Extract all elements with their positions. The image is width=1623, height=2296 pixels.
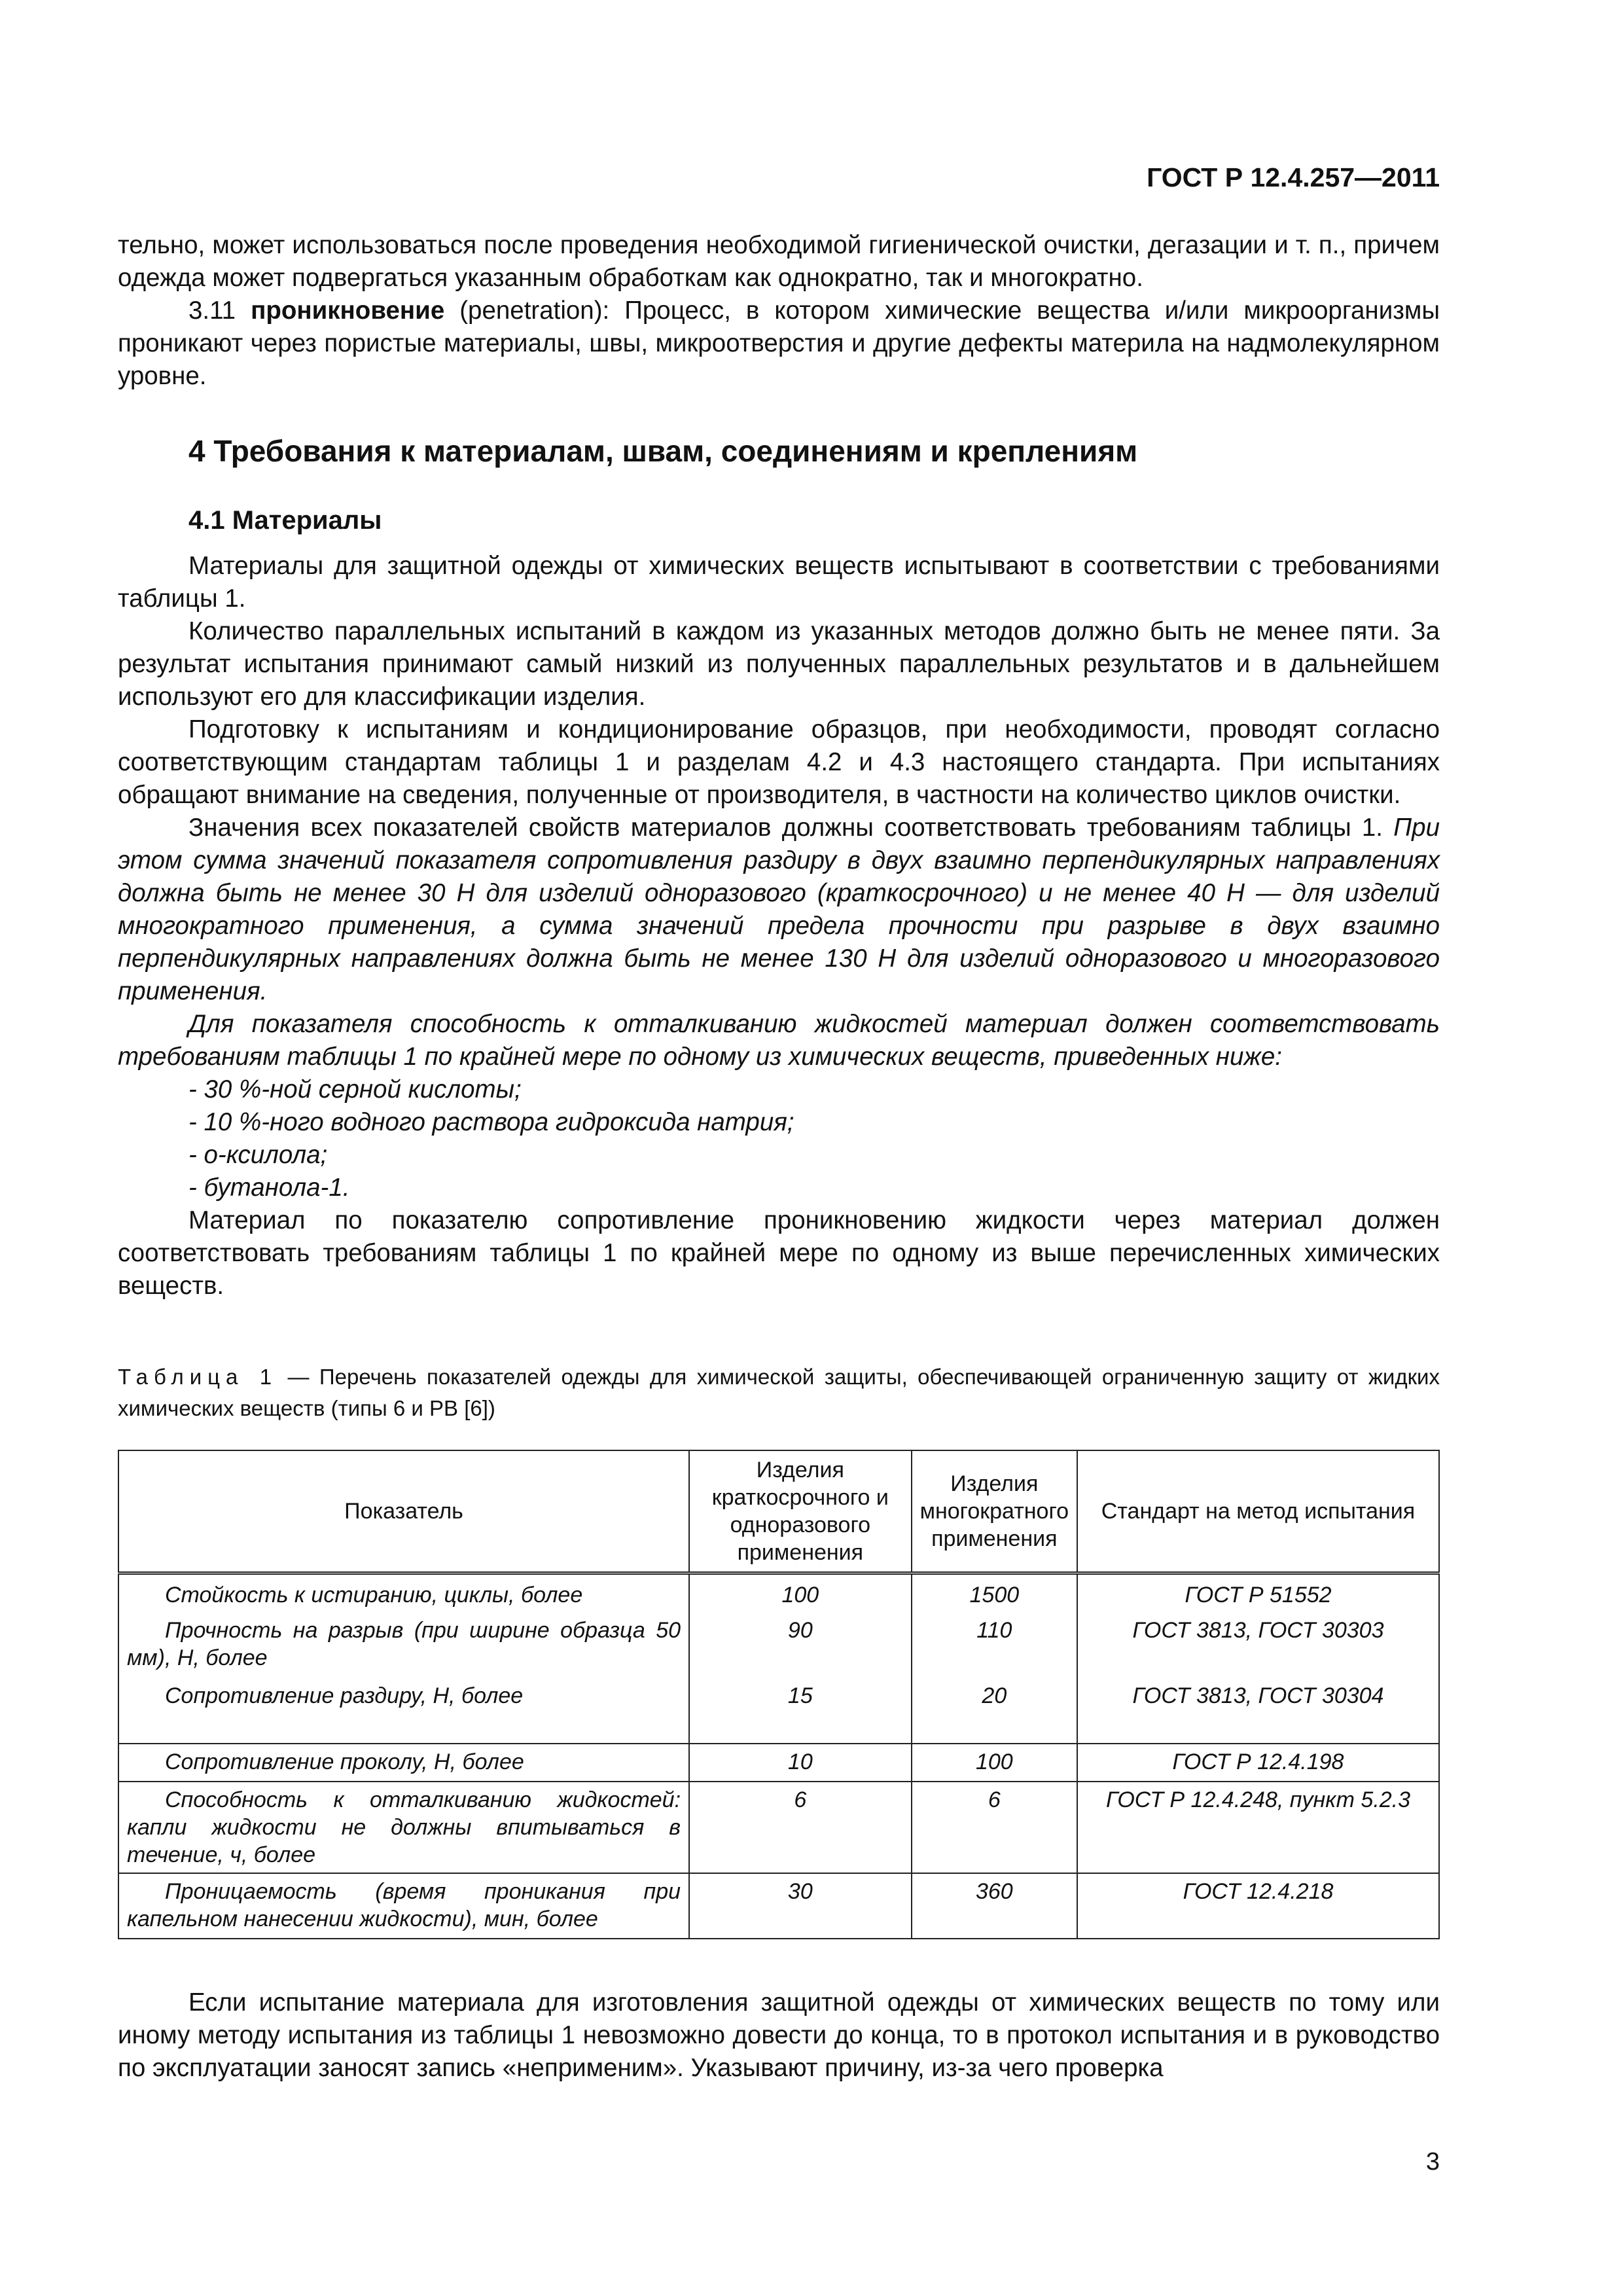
row-test-standard: ГОСТ 3813, ГОСТ 30304 [1077,1678,1439,1744]
table-caption-text: — Перечень показателей одежды для химической защиты, обеспечивающей ограниченную защиту от жидких химических веществ (типы 6 и PB [6]) [118,1365,1440,1420]
paragraph-parallel-tests: Количество параллельных испытаний в каждом из указанных методов должно быть не менее пяти. За результат испытания принимают самый низкий из полученных параллельных результатов и в дальнейшем используют его для классификации изделия. [118,617,1440,711]
list-item: - 10 %-ного водного раствора гидроксида натрия; [188,1108,794,1136]
table-header-cell: Изделия краткосрочного и одноразового применения [689,1450,912,1573]
list-item: - бутанола-1. [188,1174,350,1202]
paragraph-not-applicable: Если испытание материала для изготовления защитной одежды от химических веществ по тому или иному методу испытания из таблицы 1 невозможно довести до конца, то в протокол испытания и в руководство по эксплуатации заносят запись «неприменим». Указывают причину, из-за чего проверка [118,1988,1440,2082]
row-value-short-term: 90 [689,1613,912,1678]
section-4-heading: 4 Требования к материалам, швам, соединениям и креплениям [188,434,1138,468]
page-number: 3 [1425,2148,1440,2176]
table-header-cell: Изделия многократного применения [912,1450,1077,1573]
table-caption [118,1361,1440,1424]
row-value-multi-use: 360 [912,1873,1077,1939]
subsection-4-1-heading: 4.1 Материалы [188,506,382,535]
intro-block [118,229,1440,393]
paragraph-values-italic: При этом сумма значений показателя сопротивления раздиру в двух взаимно перпендикулярных направлениях должна быть не менее 30 Н для изделий одноразового (краткосрочного) и не менее 40 Н — для изделий многократного применения, а сумма значений предела прочности при разрыве в двух взаимно перпендикулярных направлениях должна быть не менее 130 Н для изделий одноразового и многоразового применения. [118,814,1440,1005]
row-value-short-term: 10 [689,1744,912,1782]
materials-text-block [118,550,1440,1302]
list-item: - 30 %-ной серной кислоты; [188,1075,522,1103]
row-test-standard: ГОСТ Р 12.4.198 [1077,1744,1439,1782]
paragraph-preparation: Подготовку к испытаниям и кондиционирование образцов, при необходимости, проводят согласно соответствующим стандартам таблицы 1 и разделам 4.2 и 4.3 настоящего стандарта. При испытаниях обращают внимание на сведения, полученные от производителя, в частности на количество циклов очистки. [118,715,1440,809]
row-indicator: Сопротивление проколу, Н, более [118,1744,689,1782]
paragraph-penetration-resistance: Материал по показателю сопротивление проникновению жидкости через материал должен соответствовать требованиям таблицы 1 по крайней мере по одному из выше перечисленных химических веществ. [118,1206,1440,1300]
row-value-multi-use: 20 [912,1678,1077,1744]
table-row [118,1573,1439,1613]
paragraph-values [118,812,1440,1008]
row-value-short-term: 6 [689,1782,912,1873]
row-test-standard: ГОСТ Р 12.4.248, пункт 5.2.3 [1077,1782,1439,1873]
table-row [118,1873,1439,1939]
row-test-standard: ГОСТ Р 51552 [1077,1573,1439,1613]
list-item: - о-ксилола; [188,1141,328,1169]
table-row [118,1782,1439,1873]
after-table-block [118,1986,1440,2085]
row-test-standard: ГОСТ 3813, ГОСТ 30303 [1077,1613,1439,1678]
table-header-cell: Показатель [118,1450,689,1573]
term-definition-text: (penetration): Процесс, в котором химические вещества и/или микроорганизмы проникают через пористые материалы, швы, микроотверстия и другие дефекты материла на надмолекулярном уровне. [118,296,1440,390]
row-indicator: Проницаемость (время проникания при капельном нанесении жидкости), мин, более [118,1873,689,1939]
paragraph-repellency: Для показателя способность к отталкиванию жидкостей материал должен соответствовать требованиям таблицы 1 по крайней мере по одному из химических веществ, приведенных ниже: [118,1010,1440,1071]
row-indicator: Способность к отталкиванию жидкостей: капли жидкости не должны впитываться в течение, ч, более [118,1782,689,1873]
row-value-short-term: 15 [689,1678,912,1744]
row-test-standard: ГОСТ 12.4.218 [1077,1873,1439,1939]
row-value-short-term: 30 [689,1873,912,1939]
table-row [118,1613,1439,1678]
table-header-cell: Стандарт на метод испытания [1077,1450,1439,1573]
paragraph-values-normal: Значения всех показателей свойств материалов должны соответствовать требованиям таблицы 1. [188,814,1394,842]
row-indicator: Сопротивление раздиру, Н, более [118,1678,689,1744]
term-definition-3-11 [118,295,1440,393]
requirements-table [118,1450,1440,1939]
row-value-multi-use: 6 [912,1782,1077,1873]
term-name: проникновение [251,296,445,325]
table-caption-label: Таблица 1 [118,1365,278,1389]
row-value-short-term: 100 [689,1573,912,1613]
intro-paragraph: тельно, может использоваться после проведения необходимой гигиенической очистки, дегазации и т. п., причем одежда может подвергаться указанным обработкам как однократно, так и многократно. [118,231,1440,292]
table-row [118,1678,1439,1744]
row-indicator: Стойкость к истиранию, циклы, более [118,1573,689,1613]
table-row [118,1744,1439,1782]
table-header-row [118,1450,1439,1573]
row-indicator: Прочность на разрыв (при ширине образца 50 мм), Н, более [118,1613,689,1678]
row-value-multi-use: 100 [912,1744,1077,1782]
document-header-id: ГОСТ Р 12.4.257—2011 [1147,162,1440,192]
row-value-multi-use: 110 [912,1613,1077,1678]
paragraph-materials-test: Материалы для защитной одежды от химических веществ испытывают в соответствии с требованиями таблицы 1. [118,552,1440,613]
row-value-multi-use: 1500 [912,1573,1077,1613]
term-number: 3.11 [188,296,236,325]
